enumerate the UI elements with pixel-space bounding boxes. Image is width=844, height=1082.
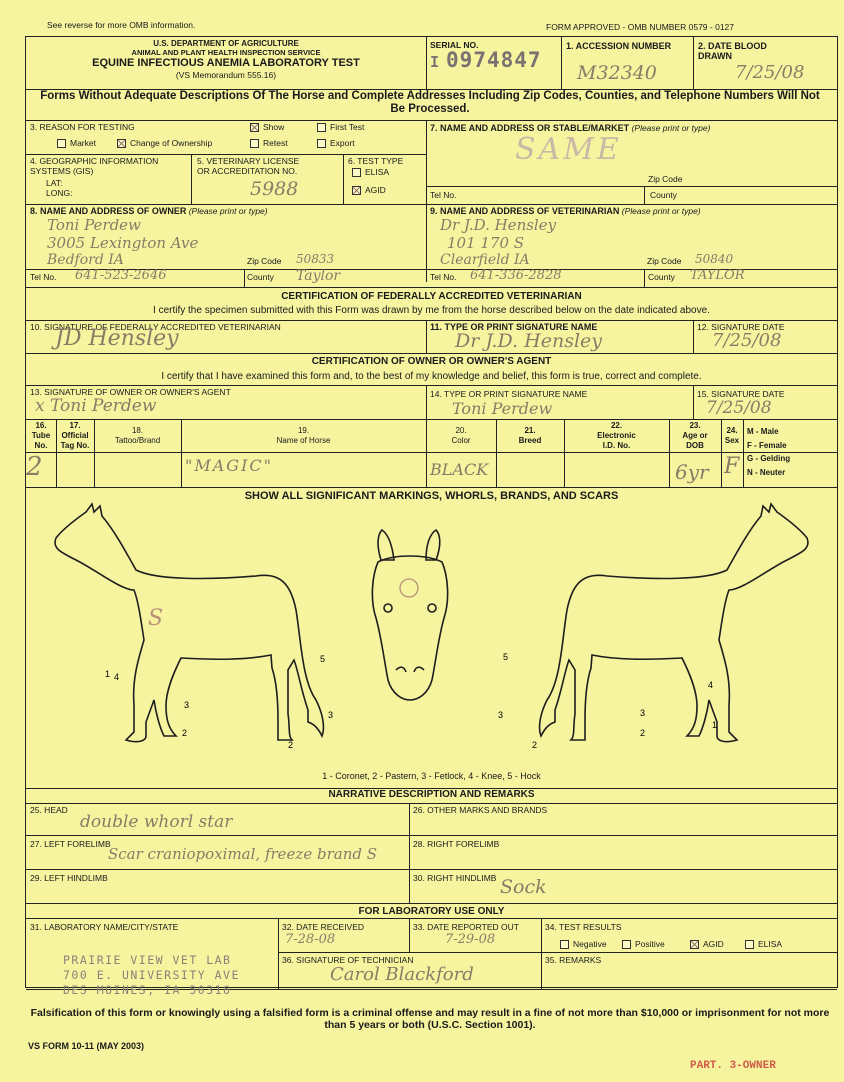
positive-label: Positive [635,939,665,949]
owner-sig-date: 7/25/08 [706,398,772,418]
rule [541,918,542,989]
rule [644,269,645,287]
date-reported-label: 33. DATE REPORTED OUT [413,922,519,932]
positive-checkbox[interactable] [622,940,631,949]
accession-value: M32340 [577,62,657,84]
rule [426,186,837,187]
owner-line-1: Toni Perdew [47,216,141,234]
label-2b-left: 2 [288,740,294,750]
market-checkbox[interactable] [57,139,66,148]
vet-zip-label: Zip Code [647,256,682,266]
other-marks-label: 26. OTHER MARKS AND BRANDS [413,805,548,815]
serial-number [430,48,542,72]
result-negative[interactable] [560,939,607,949]
owner-sig-date-label: 15. SIGNATURE DATE [697,389,785,399]
col-age-l2: DOB [686,441,704,450]
remarks-label: 35. REMARKS [545,955,602,965]
rule [426,320,427,353]
test-type-label: 6. TEST TYPE [348,156,404,166]
reason-label: 3. REASON FOR TESTING [30,122,135,132]
falsification-notice: Falsification of this form or knowingly using a falsified form is a criminal offense and may result in a fine of not more than $10,000 or imprisonment for not more than 5 years or both (U.S.C. Section 1001). [30,1007,830,1031]
col-tag [56,421,94,451]
reason-change-ownership[interactable] [117,138,212,148]
col-age-num: 23. [689,421,701,430]
col-tag-num: 17. [69,421,81,430]
owner-tel-value: 641-523-2646 [75,268,167,283]
rule [26,287,837,288]
label-3-right: 3 [640,708,646,718]
market-label: Market [70,138,96,148]
owner-zip-label: Zip Code [247,256,282,266]
col-horse-name-l1: Name of Horse [276,436,331,445]
vet-line-1: Dr J.D. Hensley [440,216,557,234]
rule [561,37,562,89]
col-horse-name [181,426,426,446]
show-label: Show [263,122,285,132]
rule [693,37,694,89]
vet-label [430,206,701,216]
col-tattoo [94,426,181,446]
stable-hint: (Please print or type) [631,123,711,133]
rule [26,487,837,488]
label-5-right: 5 [503,652,509,662]
sex-m: M - Male [747,427,779,436]
stable-value: SAME [515,132,622,167]
sex-value: F [724,454,740,479]
vet-print-name: Dr J.D. Hensley [455,330,603,352]
rule [343,154,344,204]
test-type-agid[interactable] [352,185,386,195]
form-title: EQUINE INFECTIOUS ANEMIA LABORATORY TEST [92,57,360,69]
rule [693,385,694,419]
result-positive[interactable] [622,939,665,949]
service-name: ANIMAL AND PLANT HEALTH INSPECTION SERVICE [131,48,321,57]
horse-head-front [372,530,447,700]
negative-checkbox[interactable] [560,940,569,949]
col-sex [721,426,743,446]
result-agid-label: AGID [703,939,724,949]
col-sex-l1: Sex [724,436,740,445]
label-5-left: 5 [320,654,326,664]
owner-tel-label: Tel No. [30,272,57,282]
form-approved: FORM APPROVED - OMB NUMBER 0579 - 0127 [546,22,734,32]
horse-left-side [55,504,326,742]
rule [26,353,837,354]
markings-title: SHOW ALL SIGNIFICANT MARKINGS, WHORLS, BRANDS, AND SCARS [244,490,619,502]
col-tube-l1: Tube [31,431,51,440]
cert-owner-title: CERTIFICATION OF OWNER OR OWNER'S AGENT [311,356,552,367]
part-label: PART. 3-OWNER [690,1060,776,1072]
vet-county-label: County [648,272,675,282]
vet-signature-label: 10. SIGNATURE OF FEDERALLY ACCREDITED VETERINARIAN [30,322,281,332]
vet-line-2: 101 170 S [447,234,525,252]
serial-label: SERIAL NO. [430,40,479,50]
rule [26,918,837,919]
export-label: Export [330,138,355,148]
left-forelimb-label: 27. LEFT FORELIMB [30,839,111,849]
accession-label: 1. ACCESSION NUMBER [566,41,672,51]
elisa-checkbox[interactable] [352,168,361,177]
horse-diagram [26,500,837,780]
col-breed [496,426,564,446]
col-tag-l2: Tag No. [60,441,90,450]
elisa-label: ELISA [365,167,390,177]
owner-label [30,206,268,216]
retest-checkbox[interactable] [250,139,259,148]
col-tube-num: 16. [35,421,47,430]
technician-label: 36. SIGNATURE OF TECHNICIAN [282,955,414,965]
col-color [426,426,496,446]
age-value: 6yr [675,460,709,484]
sex-f: F - Female [747,440,787,450]
col-tube-l2: No. [34,441,48,450]
reason-first-test[interactable] [317,122,364,132]
owner-print-name-label: 14. TYPE OR PRINT SIGNATURE NAME [430,389,588,399]
stable-county-label: County [650,190,677,200]
reason-retest[interactable] [250,138,288,148]
gis-label-2: SYSTEMS (GIS) [30,166,94,176]
col-color-num: 20. [455,426,467,435]
col-age [669,421,721,451]
result-agid[interactable] [690,939,724,949]
gis-long: LONG: [46,188,73,198]
vet-license-value: 5988 [250,178,299,200]
col-tattoo-l1: Tattoo/Brand [114,436,161,445]
col-electronic-id [564,421,669,451]
test-type-elisa[interactable] [352,167,389,177]
rule [693,320,694,353]
owner-signature: x Toni Perdew [35,396,157,416]
lab-stamp-line-1: PRAIRIE VIEW VET LAB [63,953,232,967]
date-reported-value: 7-29-08 [445,932,496,947]
reason-market[interactable] [57,138,96,148]
markings-legend: 1 - Coronet, 2 - Pastern, 3 - Fetlock, 4 - Knee, 5 - Hock [322,771,541,781]
vet-zip-value: 50840 [695,252,734,266]
scar-mark: S [148,606,164,631]
label-4-right: 4 [708,680,714,690]
negative-label: Negative [573,939,607,949]
lab-stamp-line-2: 700 E. UNIVERSITY AVE [63,968,240,982]
rule [244,269,245,287]
vet-tel-label: Tel No. [430,272,457,282]
gis-lat: LAT: [46,178,63,188]
owner-signature-label: 13. SIGNATURE OF OWNER OR OWNER'S AGENT [30,387,231,397]
rule [644,186,645,204]
vet-hint: (Please print or type) [621,206,701,216]
rule [26,803,837,804]
label-3-left: 3 [184,700,190,710]
date-drawn-value: 7/25/08 [735,62,805,83]
retest-label: Retest [263,138,288,148]
show-checkbox[interactable] [250,123,259,132]
export-checkbox[interactable] [317,139,326,148]
label-1-left: 1 [105,669,111,679]
col-tube [26,421,56,451]
result-elisa-checkbox[interactable] [745,940,754,949]
cert-owner-statement: I certify that I have examined this form and, to the best of my knowledge and belief, this form is true, correct and complete. [161,371,702,382]
owner-zip-value: 50833 [296,252,335,266]
label-3b-left: 3 [328,710,334,720]
rule [26,204,837,205]
sex-legend [747,425,790,479]
owner-print-name: Toni Perdew [452,399,553,418]
rule [26,120,837,121]
narrative-title: NARRATIVE DESCRIPTION AND REMARKS [328,789,535,800]
agency-block [26,39,426,80]
rule [409,803,410,903]
col-electronic-id-l2: I.D. No. [602,441,631,450]
first-test-label: First Test [330,122,365,132]
technician-signature: Carol Blackford [330,964,474,985]
reason-show[interactable] [250,122,284,132]
lab-title: FOR LABORATORY USE ONLY [358,906,505,917]
col-age-l1: Age or [682,431,708,440]
rule [743,419,744,487]
right-forelimb-label: 28. RIGHT FORELIMB [413,839,500,849]
label-2-right: 2 [640,728,646,738]
col-tag-l1: Official [61,431,89,440]
change-ownership-label: Change of Ownership [130,138,213,148]
sex-n: N - Neuter [747,467,786,477]
serial-prefix: I [430,53,441,71]
vet-print-name-label: 11. TYPE OR PRINT SIGNATURE NAME [430,322,598,332]
cert-vet-title: CERTIFICATION OF FEDERALLY ACCREDITED VETERINARIAN [281,291,582,302]
rule [426,120,427,282]
right-hindlimb-value: Sock [500,876,547,898]
lab-name-label: 31. LABORATORY NAME/CITY/STATE [30,922,179,932]
vet-signature: JD Hensley [55,326,179,351]
col-electronic-id-l1: Electronic [597,431,636,440]
cert-vet-statement: I certify the specimen submitted with this Form was drawn by me from the horse described below on the date indicated above. [153,305,710,316]
right-hindlimb-label: 30. RIGHT HINDLIMB [413,873,497,883]
rule [26,452,837,453]
agid-label: AGID [365,185,386,195]
rule [26,154,426,155]
gis-label [30,156,158,176]
first-test-checkbox[interactable] [317,123,326,132]
rule [278,918,279,989]
label-3b-right: 3 [498,710,504,720]
col-breed-l1: Breed [518,436,542,445]
vet-label-text: 9. NAME AND ADDRESS OF VETERINARIAN [430,206,620,216]
label-1-right: 1 [712,720,718,730]
color-value: BLACK [430,460,489,479]
label-2b-right: 2 [532,740,538,750]
result-elisa[interactable] [745,939,782,949]
vet-line-3: Clearfield IA [440,252,530,268]
tube-value: 2 [26,452,43,482]
date-drawn-label: 2. DATE BLOOD DRAWN [698,41,767,61]
owner-county-value: Taylor [296,268,341,284]
horse-right-side [540,504,808,742]
date-received-value: 7-28-08 [285,932,336,947]
col-color-l1: Color [451,436,471,445]
change-ownership-checkbox[interactable] [117,139,126,148]
rule [26,903,837,904]
col-sex-num: 24. [726,426,738,435]
rule [26,385,837,386]
vet-tel-value: 641-336-2828 [470,268,562,283]
result-elisa-label: ELISA [758,939,783,949]
rule [278,952,837,953]
owner-label-text: 8. NAME AND ADDRESS OF OWNER [30,206,187,216]
gis-label-1: 4. GEOGRAPHIC INFORMATION [30,156,159,166]
owner-line-3: Bedford IA [47,252,124,268]
head-value: double whorl star [80,812,233,832]
lab-stamp [63,953,240,998]
owner-county-label: County [247,272,274,282]
vet-license-label-2: OR ACCREDITATION NO. [197,166,298,176]
vet-license-label [197,156,299,176]
left-hindlimb-label: 29. LEFT HINDLIMB [30,873,108,883]
head-label: 25. HEAD [30,805,68,815]
lab-stamp-line-3: DES MOINES, IA 50316 [63,983,232,997]
date-received-label: 32. DATE RECEIVED [282,922,365,932]
memo-ref: (VS Memorandum 555.16) [175,70,277,80]
label-2-left: 2 [182,728,188,738]
reason-export[interactable] [317,138,355,148]
col-horse-name-num: 19. [297,426,310,435]
rule [426,385,427,419]
vet-county-value: TAYLOR [690,268,745,283]
rule [26,419,837,420]
whorl-mark [400,579,418,597]
result-agid-checkbox[interactable] [690,940,699,949]
col-tattoo-num: 18. [131,426,144,435]
rule [191,154,192,204]
serial-value: 0974847 [446,48,542,72]
stable-tel-label: Tel No. [430,190,457,200]
label-4-left: 4 [114,672,120,682]
rule [426,37,427,89]
rule [26,835,837,836]
agid-checkbox[interactable] [352,186,361,195]
warning-text: Forms Without Adequate Descriptions Of The Horse and Complete Addresses Including Zip Codes, Counties, and Telephone Numbers Will Not Be Processed. [40,90,820,115]
stable-label-text: 7. NAME AND ADDRESS OR STABLE/MARKET [430,123,630,133]
dept-name: U.S. DEPARTMENT OF AGRICULTURE [153,39,299,48]
owner-line-2: 3005 Lexington Ave [47,234,199,252]
rule [409,918,410,952]
sex-g: G - Gelding [747,454,791,463]
left-forelimb-value: Scar craniopoximal, freeze brand S [108,845,377,863]
horse-name-value: "MAGIC" [185,456,273,475]
col-electronic-id-num: 22. [610,421,623,430]
test-results-label: 34. TEST RESULTS [545,922,622,932]
omb-note: See reverse for more OMB information. [47,20,196,30]
vet-sig-date: 7/25/08 [712,330,782,351]
rule [26,869,837,870]
owner-hint: (Please print or type) [188,206,268,216]
form-id: VS FORM 10-11 (MAY 2003) [28,1041,145,1051]
rule [26,320,837,321]
stable-zip-label: Zip Code [648,174,683,184]
vet-license-label-1: 5. VETERINARY LICENSE [197,156,300,166]
col-breed-num: 21. [524,426,536,435]
vet-sig-date-label: 12. SIGNATURE DATE [697,322,785,332]
